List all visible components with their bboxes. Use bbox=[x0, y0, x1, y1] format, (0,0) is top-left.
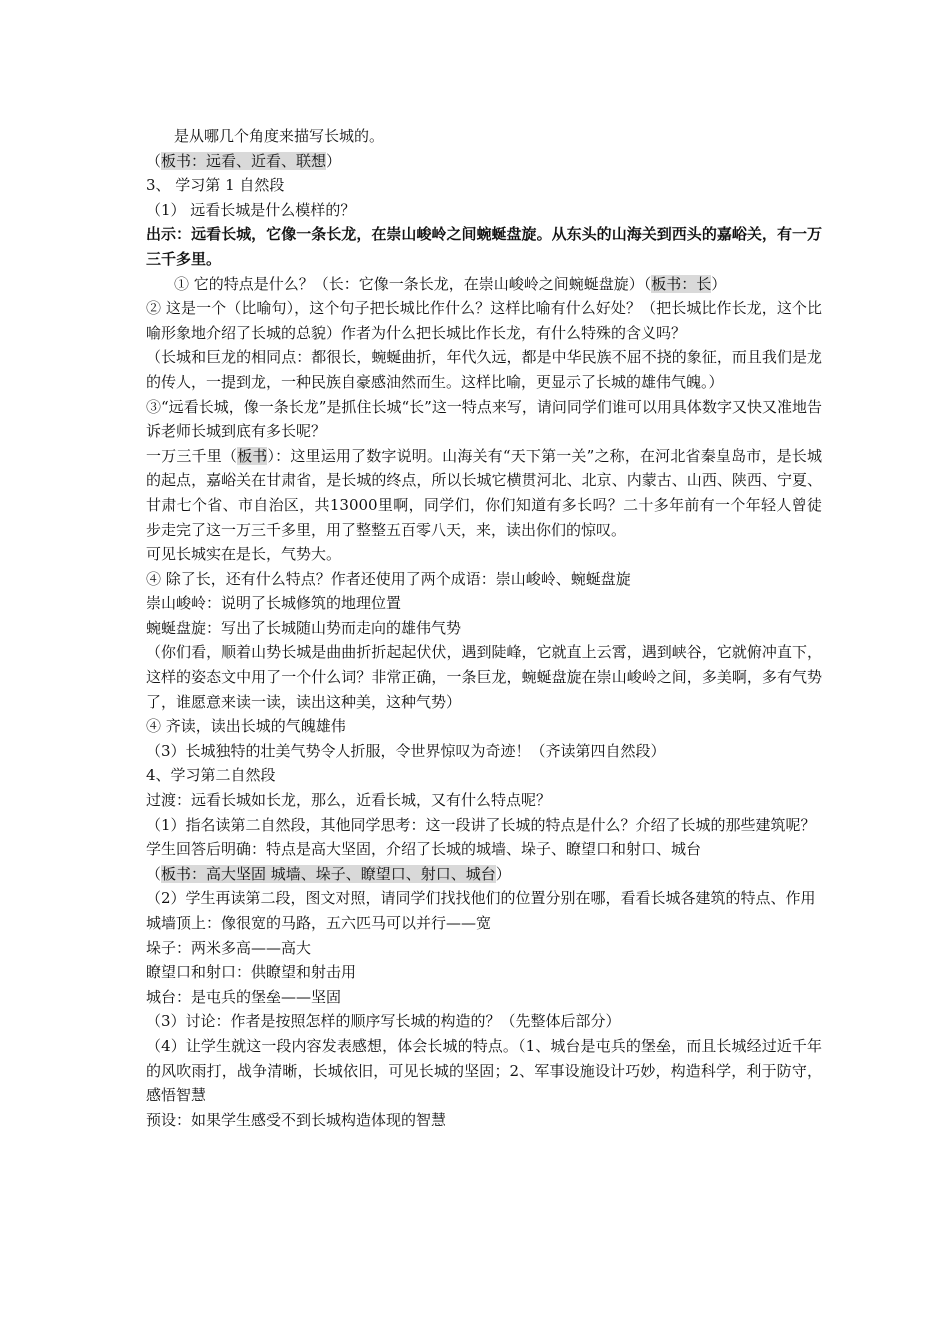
point-1 bbox=[146, 272, 822, 297]
point-1-text: ① 它的特点是什么？（长：它像一条长龙，在崇山峻岭之间蜿蜒盘旋）（ bbox=[174, 274, 652, 293]
idiom-2: 蜿蜒盘旋：写出了长城随山势而走向的雄伟气势 bbox=[146, 618, 462, 637]
board-highlight: 板书：远看、近看、联想 bbox=[161, 151, 327, 170]
student-answer: 学生回答后明确：特点是高大坚固，介绍了长城的城墙、垛子、瞭望口和射口、城台 bbox=[146, 840, 702, 859]
read-aloud: ④ 齐读，读出长城的气魄雄伟 bbox=[146, 717, 346, 736]
board-note-features bbox=[146, 862, 822, 887]
length-lead: 一万三千里（ bbox=[146, 446, 238, 465]
wall-top: 城墙顶上：像很宽的马路，五六匹马可以并行——宽 bbox=[146, 914, 492, 932]
dragon-comparison: （长城和巨龙的相同点：都很长，蜿蜒曲折，年代久远，都是中华民族不屈不挠的象征，而且我们是龙的传人，一提到龙，一种民族自豪感油然而生。这样比喻，更显示了长城的雄伟气魄。） bbox=[146, 348, 822, 391]
item-4-1: （1）指名读第二自然段，其他同学思考：这一段讲了长城的特点是什么？介绍了长城的那些建筑呢？ bbox=[146, 815, 816, 834]
item-3: （3）长城独特的壮美气势令人折服，令世界惊叹为奇迹！（齐读第四自然段） bbox=[146, 741, 666, 760]
transition: 过渡：远看长城如长龙，那么，近看长城，又有什么特点呢？ bbox=[146, 791, 552, 810]
paragraph-angles: 是从哪几个角度来描写长城的。 bbox=[174, 127, 385, 145]
board-highlight: 板书：高大坚固 城墙、垛子、瞭望口、射口、城台 bbox=[161, 864, 496, 883]
lesson-plan-body bbox=[146, 124, 822, 1132]
point-3: ③“远看长城，像一条长龙”是抓住长城“长”这一特点来写，请问同学们谁可以用具体数字又快又准地告诉老师长城到底有多长呢？ bbox=[146, 397, 822, 441]
paren-close: ） bbox=[326, 151, 342, 170]
board-note-angles bbox=[146, 149, 822, 174]
board-highlight: 板书 bbox=[237, 446, 268, 465]
preset-note: 预设：如果学生感受不到长城构造体现的智慧 bbox=[146, 1110, 447, 1129]
summary-long: 可见长城实在是长，气势大。 bbox=[146, 545, 342, 564]
paren-open: （ bbox=[146, 151, 162, 170]
lookout-openings: 瞭望口和射口：供瞭望和射击用 bbox=[146, 963, 357, 982]
mountain-description: （你们看，顺着山势长城是曲曲折折起起伏伏，遇到陡峰，它就直上云霄，遇到峡谷，它就俯冲直下，这样的姿态文中用了一个什么词？非常正确，一条巨龙，蜿蜒盘旋在崇山峻岭之间，多美啊，多有气势了，谁愿意来读一读，读出这种美，这种气势） bbox=[146, 643, 822, 711]
question-1: （1） 远看长城是什么模样的？ bbox=[146, 200, 356, 219]
point-2: ② 这是一个（比喻句），这个句子把长城比作什么？这样比喻有什么好处？（把长城比作长龙，这个比喻形象地介绍了长城的总貌）作者为什么把长城比作长龙，有什么特殊的含义吗？ bbox=[146, 299, 822, 342]
length-explanation bbox=[146, 444, 822, 542]
paren-open: （ bbox=[146, 864, 162, 883]
section-heading-3: 3、 学习第 1 自然段 bbox=[146, 176, 285, 195]
parapet: 垛子：两米多高——高大 bbox=[146, 938, 312, 957]
item-4-3: （3）讨论：作者是按照怎样的顺序写长城的构造的？（先整体后部分） bbox=[146, 1012, 621, 1031]
item-4-2: （2）学生再读第二段，图文对照，请同学们找找他们的位置分别在哪，看看长城各建筑的特点、作用 bbox=[146, 889, 816, 908]
idiom-1: 崇山峻岭：说明了长城修筑的地理位置 bbox=[146, 594, 402, 613]
excerpt-bold: 出示：远看长城，它像一条长龙，在崇山峻岭之间蜿蜒盘旋。从东头的山海关到西头的嘉峪关，有一万三千多里。 bbox=[146, 225, 822, 268]
paren-close: ） bbox=[495, 864, 511, 883]
item-4-4: （4）让学生就这一段内容发表感想，体会长城的特点。（1、城台是屯兵的堡垒，而且长城经过近千年的风吹雨打，战争清晰，长城依旧，可见长城的坚固；2、军事设施设计巧妙，构造科学，利于防守，感悟智慧 bbox=[146, 1036, 822, 1105]
paren-close: ） bbox=[711, 274, 727, 293]
section-heading-4: 4、学习第二自然段 bbox=[146, 766, 276, 785]
length-body: ）：这里运用了数字说明。山海关有“天下第一关”之称，在河北省秦皇岛市，是长城的起点，嘉峪关在甘肃省，是长城的终点，所以长城它横贯河北、北京、内蒙古、山西、陕西、宁夏、甘肃七个省、市自治区，共13000里啊，同学们，你们知道有多长吗？二十多年前有一个年轻人曾徒步走完了这一万三千多里，用了整整五百零八天，来，读出你们的惊叹。 bbox=[146, 446, 822, 539]
platform: 城台：是屯兵的堡垒——坚固 bbox=[146, 987, 342, 1006]
board-highlight: 板书：长 bbox=[651, 274, 712, 293]
point-4: ④ 除了长，还有什么特点？作者还使用了两个成语：崇山峻岭、蜿蜒盘旋 bbox=[146, 569, 631, 588]
